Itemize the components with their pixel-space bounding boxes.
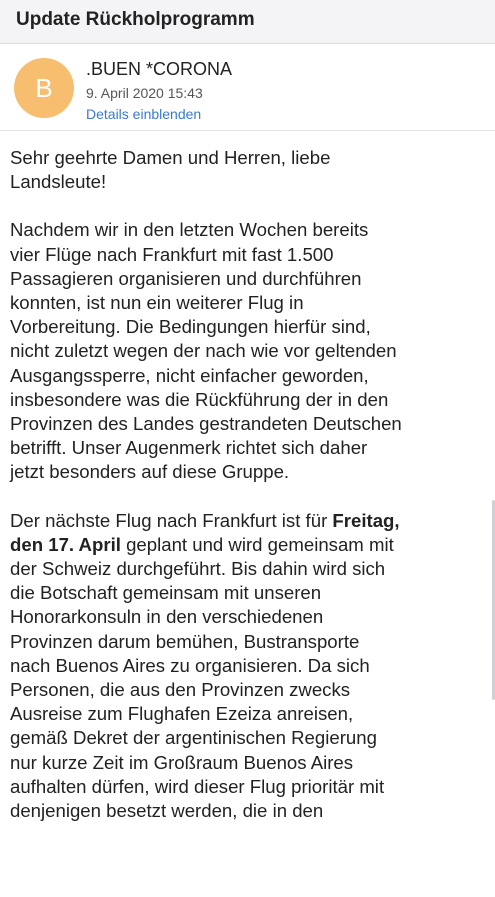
body-line: nicht zuletzt wegen der nach wie vor geltenden bbox=[10, 340, 397, 362]
flight-date-bold: den 17. April bbox=[10, 533, 121, 555]
greeting-paragraph bbox=[10, 146, 480, 194]
body-line: nur kurze Zeit im Großraum Buenos Aires bbox=[10, 751, 354, 773]
body-line: Honorarkonsuln in den verschiedenen bbox=[10, 606, 324, 628]
body-line: betrifft. Unser Augenmerk richtet sich daher bbox=[10, 437, 368, 459]
body-line: Ausreise zum Flughafen Ezeiza anreisen, bbox=[10, 703, 354, 725]
body-line: Vorbereitung. Die Bedingungen hierfür sind, bbox=[10, 316, 371, 338]
sent-date: 9. April 2020 15:43 bbox=[86, 85, 203, 101]
body-line: insbesondere was die Rückführung der in den bbox=[10, 388, 389, 410]
body-line: Landsleute! bbox=[10, 171, 107, 193]
body-line: denjenigen besetzt werden, die in den bbox=[10, 800, 324, 822]
body-line: jetzt besonders auf diese Gruppe. bbox=[10, 461, 290, 483]
email-subject-bar bbox=[0, 0, 495, 44]
body-text: Der nächste Flug nach Frankfurt ist für bbox=[10, 509, 333, 531]
body-line: der Schweiz durchgeführt. Bis dahin wird sich bbox=[10, 558, 386, 580]
body-line: konnten, ist nun ein weiterer Flug in bbox=[10, 292, 304, 314]
body-line: gemäß Dekret der argentinischen Regierung bbox=[10, 727, 377, 749]
flight-day-bold: Freitag, bbox=[332, 509, 400, 531]
body-line: Provinzen des Landes gestrandeten Deutschen bbox=[10, 413, 402, 435]
body-line: die Botschaft gemeinsam mit unseren bbox=[10, 582, 322, 604]
body-line bbox=[10, 533, 480, 557]
body-line: vier Flüge nach Frankfurt mit fast 1.500 bbox=[10, 243, 334, 265]
body-line: nach Buenos Aires zu organisieren. Da sich bbox=[10, 654, 370, 676]
body-line: Provinzen darum bemühen, Bustransporte bbox=[10, 630, 360, 652]
sender-header bbox=[0, 45, 495, 131]
body-line: Nachdem wir in den letzten Wochen bereits bbox=[10, 219, 369, 241]
body-line: aufhalten dürfen, wird dieser Flug prioritär mit bbox=[10, 775, 385, 797]
body-text: geplant und wird gemeinsam mit bbox=[120, 533, 394, 555]
sender-name: .BUEN *CORONA bbox=[86, 59, 233, 79]
paragraph-next-flight bbox=[10, 509, 480, 824]
body-line: Personen, die aus den Provinzen zwecks bbox=[10, 679, 351, 701]
sender-avatar: B bbox=[14, 58, 74, 118]
body-line: Passagieren organisieren und durchführen bbox=[10, 267, 362, 289]
body-line: Ausgangssperre, nicht einfacher geworden, bbox=[10, 364, 369, 386]
show-details-link[interactable]: Details einblenden bbox=[86, 106, 202, 122]
body-line: Sehr geehrte Damen und Herren, liebe bbox=[10, 147, 331, 168]
email-body bbox=[10, 146, 480, 847]
email-subject: Update Rückholprogramm bbox=[16, 9, 255, 30]
body-line bbox=[10, 509, 480, 533]
paragraph-flights bbox=[10, 218, 480, 484]
